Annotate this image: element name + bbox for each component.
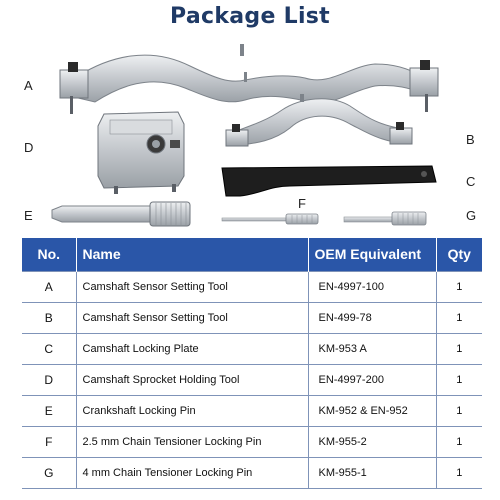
tool-f-pin (222, 214, 318, 224)
header-qty: Qty (436, 238, 482, 271)
cell-name: Camshaft Sensor Setting Tool (76, 302, 308, 333)
cell-no: C (22, 333, 76, 364)
page-title: Package List (170, 4, 330, 29)
cell-oem: EN-4997-100 (308, 271, 436, 302)
cell-no: A (22, 271, 76, 302)
label-a: A (24, 78, 33, 93)
cell-qty: 1 (436, 333, 482, 364)
cell-name: 4 mm Chain Tensioner Locking Pin (76, 457, 308, 488)
cell-name: Camshaft Locking Plate (76, 333, 308, 364)
cell-qty: 1 (436, 302, 482, 333)
label-e: E (24, 208, 33, 223)
label-d: D (24, 140, 34, 155)
label-b: B (466, 132, 475, 147)
tool-d-block (98, 112, 184, 194)
table-row (22, 271, 482, 302)
label-c: C (466, 174, 476, 189)
cell-oem: KM-955-2 (308, 426, 436, 457)
tool-e-pin (52, 202, 190, 226)
tool-b-bracket (226, 94, 412, 146)
package-table (22, 238, 482, 489)
tools-drawing (0, 36, 500, 236)
cell-qty: 1 (436, 395, 482, 426)
cell-qty: 1 (436, 457, 482, 488)
label-f: F (298, 196, 306, 211)
table-row (22, 457, 482, 488)
table-row (22, 364, 482, 395)
label-g: G (466, 208, 477, 223)
cell-no: F (22, 426, 76, 457)
cell-name: Camshaft Sprocket Holding Tool (76, 364, 308, 395)
cell-no: B (22, 302, 76, 333)
cell-name: 2.5 mm Chain Tensioner Locking Pin (76, 426, 308, 457)
tool-a-bracket (60, 44, 438, 114)
tools-illustration (0, 36, 500, 236)
table-row (22, 426, 482, 457)
cell-qty: 1 (436, 426, 482, 457)
cell-oem: KM-955-1 (308, 457, 436, 488)
cell-qty: 1 (436, 271, 482, 302)
cell-oem: KM-953 A (308, 333, 436, 364)
table-row (22, 395, 482, 426)
tool-c-plate (222, 166, 436, 196)
table-header-row (22, 238, 482, 271)
cell-no: D (22, 364, 76, 395)
cell-name: Crankshaft Locking Pin (76, 395, 308, 426)
cell-name: Camshaft Sensor Setting Tool (76, 271, 308, 302)
cell-qty: 1 (436, 364, 482, 395)
header-no: No. (22, 238, 76, 271)
cell-no: G (22, 457, 76, 488)
cell-oem: EN-4997-200 (308, 364, 436, 395)
table-row (22, 333, 482, 364)
table-row (22, 302, 482, 333)
cell-no: E (22, 395, 76, 426)
cell-oem: KM-952 & EN-952 (308, 395, 436, 426)
header-oem: OEM Equivalent (308, 238, 436, 271)
cell-oem: EN-499-78 (308, 302, 436, 333)
tool-g-pin (344, 212, 426, 225)
header-name: Name (76, 238, 308, 271)
